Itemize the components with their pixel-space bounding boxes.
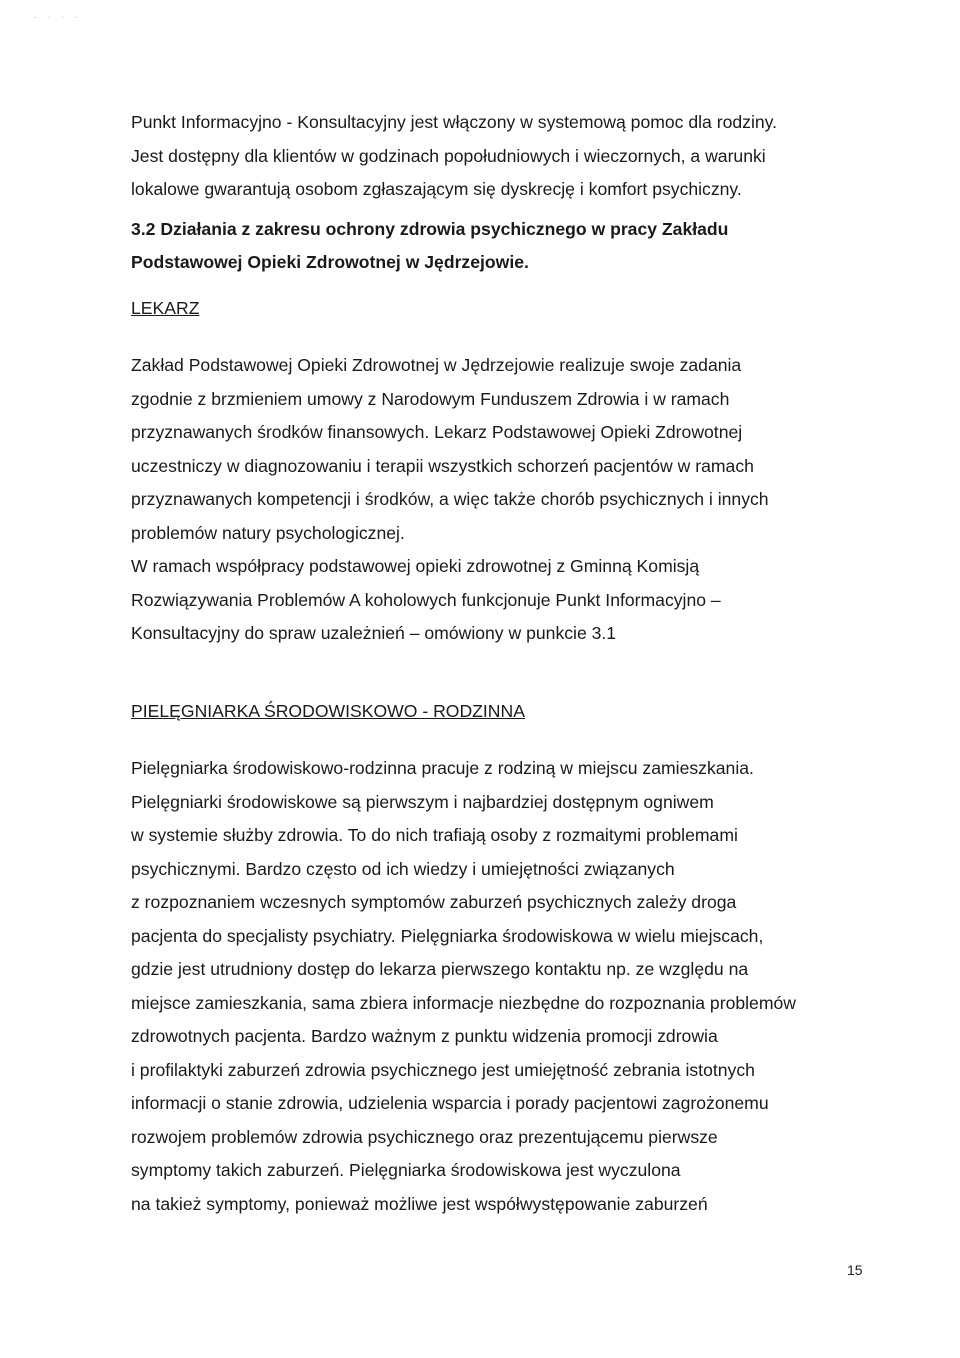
text-line: gdzie jest utrudniony dostęp do lekarza pierwszego kontaktu np. ze względu na — [131, 959, 749, 979]
text-line: przyznawanych środków finansowych. Lekarz Podstawowej Opieki Zdrowotnej — [131, 422, 743, 442]
text-line: zgodnie z brzmieniem umowy z Narodowym Funduszem Zdrowia i w ramach — [131, 388, 730, 409]
nurse-paragraph — [131, 752, 871, 1221]
text-line: w systemie służby zdrowia. To do nich trafiają osoby z rozmaitymi problemami — [131, 825, 738, 845]
text-line: symptomy takich zaburzeń. Pielęgniarka środowiskowa jest wyczulona — [131, 1160, 681, 1180]
nurse-heading: PIELĘGNIARKA ŚRODOWISKOWO - RODZINNA — [131, 700, 525, 721]
lekarz-paragraph — [131, 349, 871, 651]
section-heading — [131, 213, 871, 280]
text-line: Rozwiązywania Problemów A koholowych funkcjonuje Punkt Informacyjno – — [131, 589, 721, 610]
text-line: z rozpoznaniem wczesnych symptomów zaburzeń psychicznych zależy droga — [131, 892, 737, 912]
text-line: Punkt Informacyjno - Konsultacyjny jest włączony w systemową pomoc dla rodziny. — [131, 112, 778, 132]
text-line: zdrowotnych pacjenta. Bardzo ważnym z punktu widzenia promocji zdrowia — [131, 1026, 718, 1046]
text-line: rozwojem problemów zdrowia psychicznego oraz prezentującemu pierwsze — [131, 1126, 718, 1147]
scan-corner-marks: . . . . — [34, 10, 82, 21]
text-line: i profilaktyki zaburzeń zdrowia psychicznego jest umiejętność zebrania istotnych — [131, 1059, 755, 1080]
text-line: W ramach współpracy podstawowej opieki zdrowotnej z Gminną Komisją — [131, 556, 700, 576]
text-line: lokalowe gwarantują osobom zgłaszającym się dyskrecję i komfort psychiczny. — [131, 179, 742, 199]
text-line: miejsce zamieszkania, sama zbiera informacje niezbędne do rozpoznania problemów — [131, 992, 796, 1013]
text-line: informacji o stanie zdrowia, udzielenia wsparcia i porady pacjentowi zagrożonemu — [131, 1093, 769, 1113]
section-heading-line: Podstawowej Opieki Zdrowotnej w Jędrzejowie. — [131, 252, 529, 272]
text-line: Pielęgniarki środowiskowe są pierwszym i najbardziej dostępnym ogniwem — [131, 791, 714, 812]
intro-paragraph — [131, 106, 871, 207]
text-line: Zakład Podstawowej Opieki Zdrowotnej w Jędrzejowie realizuje swoje zadania — [131, 355, 742, 375]
text-line: przyznawanych kompetencji i środków, a więc także chorób psychicznych i innych — [131, 489, 769, 509]
section-heading-line: 3.2 Działania z zakresu ochrony zdrowia psychicznego w pracy Zakładu — [131, 218, 729, 239]
text-line: uczestniczy w diagnozowaniu i terapii wszystkich schorzeń pacjentów w ramach — [131, 455, 754, 476]
document-body — [131, 106, 871, 1221]
text-line: Pielęgniarka środowiskowo-rodzinna pracuje z rodziną w miejscu zamieszkania. — [131, 758, 754, 778]
text-line: psychicznymi. Bardzo często od ich wiedzy i umiejętności związanych — [131, 858, 675, 879]
text-line: Jest dostępny dla klientów w godzinach popołudniowych i wieczornych, a warunki — [131, 145, 766, 166]
text-line: na takież symptomy, ponieważ możliwe jest współwystępowanie zaburzeń — [131, 1193, 708, 1214]
text-line: pacjenta do specjalisty psychiatry. Pielęgniarka środowiskowa w wielu miejscach, — [131, 925, 764, 946]
lekarz-heading: LEKARZ — [131, 297, 200, 318]
text-line: Konsultacyjny do spraw uzależnień – omówiony w punkcie 3.1 — [131, 623, 617, 643]
text-line: problemów natury psychologicznej. — [131, 522, 405, 543]
page-number: 15 — [847, 1262, 863, 1278]
